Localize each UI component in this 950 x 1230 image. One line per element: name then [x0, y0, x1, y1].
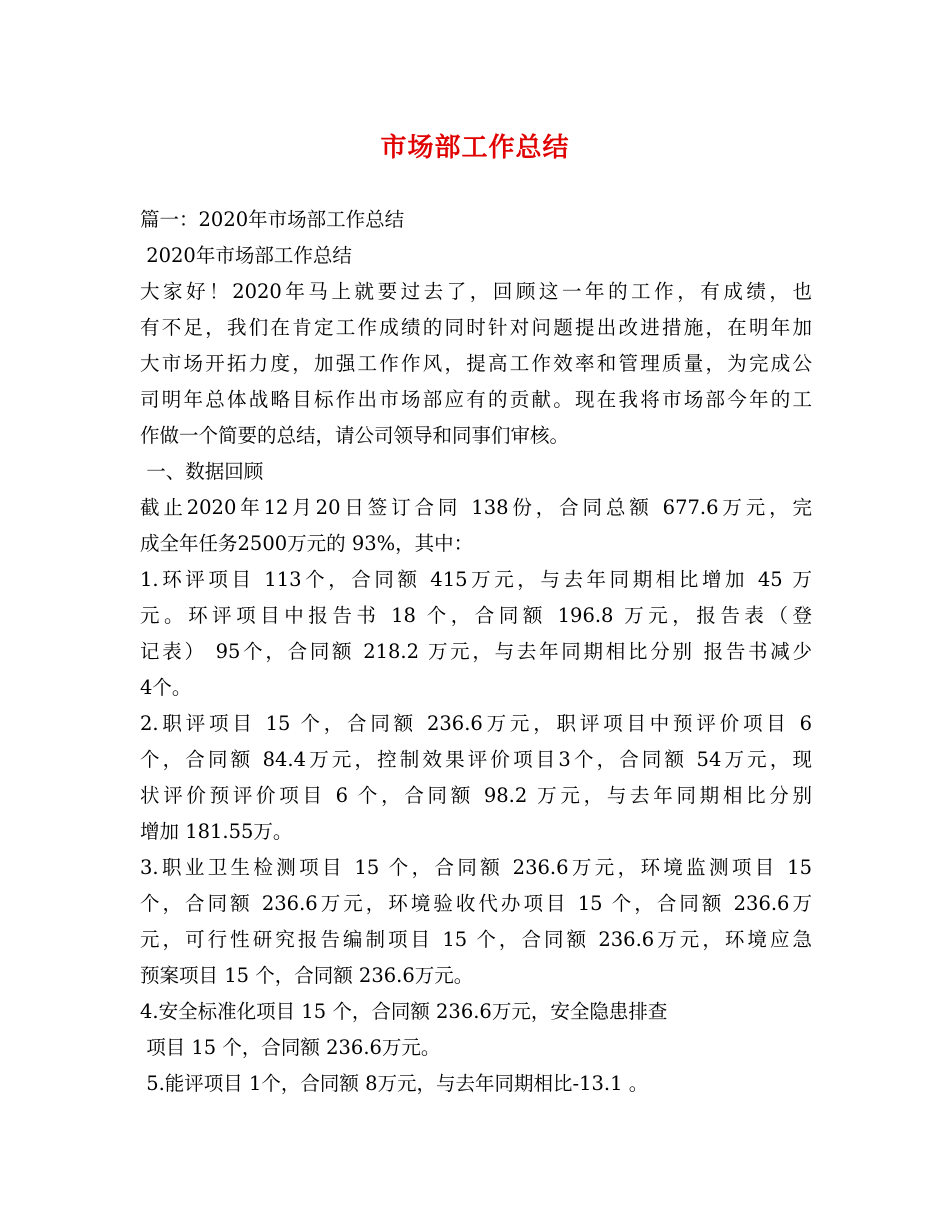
text-line: 篇一：2020年市场部工作总结: [140, 208, 405, 231]
text-line: 1.环评项目 113个，合同额 415万元，与去年同期相比增加 45 万: [140, 568, 812, 591]
text-line: 个，合同额 84.4万元，控制效果评价项目3个，合同额 54万元，现: [140, 748, 812, 771]
text-line: 2.职评项目 15 个，合同额 236.6万元，职评项目中预评价项目 6: [140, 712, 812, 735]
text-line: 一、数据回顾: [140, 460, 264, 483]
document-body: [140, 202, 812, 1102]
text-line: 增加 181.55万。: [140, 820, 293, 843]
text-line: 5.能评项目 1个，合同额 8万元，与去年同期相比-13.1 。: [140, 1072, 649, 1095]
text-line: 4个。: [140, 676, 192, 699]
text-line: 司明年总体战略目标作出市场部应有的贡献。现在我将市场部今年的工: [140, 388, 812, 411]
text-line: 个，合同额 236.6万元，环境验收代办项目 15 个，合同额 236.6万: [140, 892, 812, 915]
text-line: 成全年任务2500万元的 93%，其中：: [140, 532, 474, 555]
text-line: 元。环评项目中报告书 18 个，合同额 196.8 万元，报告表（登: [140, 604, 812, 627]
text-line: 预案项目 15 个，合同额 236.6万元。: [140, 964, 474, 987]
text-line: 截止2020年12月20日签订合同 138份，合同总额 677.6万元，完: [140, 496, 812, 519]
text-line: 4.安全标准化项目 15 个，合同额 236.6万元，安全隐患排查: [140, 1000, 668, 1023]
text-line: 有不足，我们在肯定工作成绩的同时针对问题提出改进措施，在明年加: [140, 316, 812, 339]
text-line: 2020年市场部工作总结: [140, 244, 352, 267]
text-line: 3.职业卫生检测项目 15 个，合同额 236.6万元，环境监测项目 15: [140, 856, 812, 879]
text-line: 元，可行性研究报告编制项目 15 个，合同额 236.6万元，环境应急: [140, 928, 812, 951]
text-line: 大市场开拓力度，加强工作作风，提高工作效率和管理质量，为完成公: [140, 352, 812, 375]
text-line: 项目 15 个，合同额 236.6万元。: [140, 1036, 441, 1059]
text-line: 状评价预评价项目 6 个，合同额 98.2 万元，与去年同期相比分别: [140, 784, 812, 807]
text-line: 记表） 95个，合同额 218.2 万元，与去年同期相比分别 报告书减少: [140, 640, 812, 663]
document-title: 市场部工作总结: [380, 133, 570, 163]
text-line: 大家好！2020年马上就要过去了，回顾这一年的工作，有成绩，也: [140, 280, 812, 303]
text-line: 作做一个简要的总结，请公司领导和同事们审核。: [140, 424, 570, 447]
